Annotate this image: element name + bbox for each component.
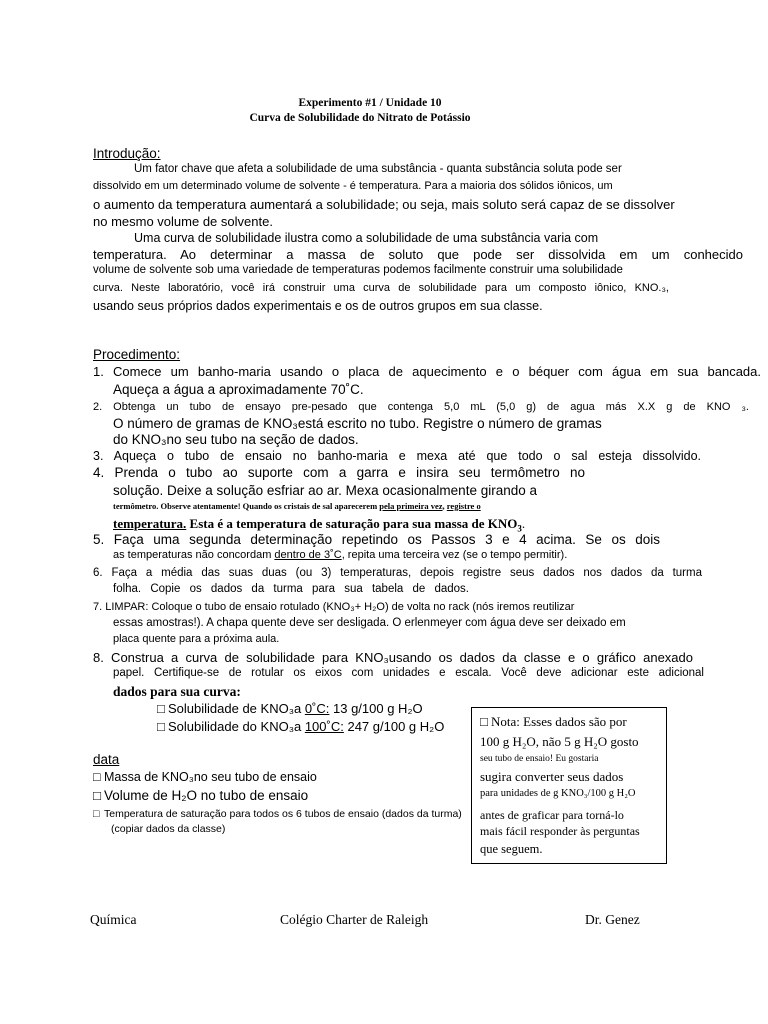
step-4-saturation-text: Esta é a temperatura de saturação para sua massa de KNO [186, 516, 518, 531]
step-4-record: registre o [446, 501, 481, 511]
step-2-line-2: O número de gramas de KNO₃está escrito no tubo. Registre o número de gramas [113, 416, 602, 431]
step-1-line-2: Aqueça a água a aproximadamente 70˚C. [113, 382, 364, 397]
data-item-1 [93, 770, 317, 784]
data-item-1-text: Massa de KNO₃no seu tubo de ensaio [104, 770, 317, 784]
step-7-line-2: essas amostras!). A chapa quente deve ser desligada. O erlenmeyer com água deve ser deixado em [113, 617, 626, 629]
step-4-line-2: solução. Deixe a solução esfriar ao ar. Mexa ocasionalmente girando a [113, 483, 537, 498]
solubility-100c [157, 719, 444, 734]
step-6-line-1: 6. Faça a média das suas duas (ou 3) temperaturas, depois registre seus dados nos dados da turma [93, 567, 702, 579]
solubility-100c-temp: 100˚C: [304, 719, 344, 734]
data-item-2 [93, 788, 308, 803]
intro-line-2: dissolvido em um determinado volume de solvente - é temperatura. Para a maioria dos sólidos iônicos, um [93, 180, 613, 192]
footer-subject: Química [90, 912, 137, 927]
solubility-0c-text: Solubilidade de KNO₃a [168, 701, 305, 716]
note-line-1 [480, 714, 627, 730]
box-bullet-icon: □ [157, 701, 165, 716]
note-line-7: mais fácil responder às perguntas [480, 824, 640, 838]
intro-heading: Introdução: [93, 146, 161, 161]
step-5-line-1: 5. Faça uma segunda determinação repetindo os Passos 3 e 4 acima. Se os dois [93, 532, 660, 547]
page-title: Experimento #1 / Unidade 10 [298, 97, 442, 109]
solubility-0c-value: 13 g/100 g H₂O [329, 701, 423, 716]
step-6-line-2: folha. Copie os dados da turma para sua tabela de dados. [113, 583, 469, 595]
intro-p2-line-4: curva. Neste laboratório, você irá construir uma curva de solubilidade para um composto iônico, KNO.₃, [93, 282, 669, 294]
solubility-0c-temp: 0˚C: [304, 701, 330, 716]
box-bullet-icon: □ [157, 719, 165, 734]
data-item-3-text: Temperatura de saturação para todos os 6 tubos de ensaio (dados da turma) [104, 808, 462, 820]
intro-p2-line-5: usando seus próprios dados experimentais e os de outros grupos em sua classe. [93, 299, 543, 313]
step-4-line-1: 4. Prenda o tubo ao suporte com a garra e insira seu termômetro no [93, 465, 585, 480]
note-line-8: que seguem. [480, 842, 543, 856]
step-1-line-1: 1. Comece um banho-maria usando o placa de aquecimento e o béquer com água em sua bancada. [93, 364, 761, 379]
box-bullet-icon: □ [93, 808, 100, 820]
data-heading: data [93, 752, 120, 767]
page-subtitle: Curva de Solubilidade do Nitrato de Potássio [249, 112, 471, 124]
intro-p2-line-3: volume de solvente sob uma variedade de temperaturas podemos facilmente construir uma solubilidade [93, 264, 623, 276]
box-bullet-icon: □ [93, 770, 101, 784]
step-5-within: dentro de 3˚C [274, 549, 342, 561]
step-8-line-2: papel. Certifique-se de rotular os eixos com unidades e escala. Você deve adicionar este adicional [113, 667, 704, 679]
step-4-subscript: 3 [517, 523, 522, 534]
box-bullet-icon: □ [480, 714, 488, 729]
intro-p2-line-1: Uma curva de solubilidade ilustra como a solubilidade de uma substância varia com [134, 231, 599, 245]
step-4-period: . [521, 516, 526, 531]
step-5-text-b: , repita uma terceira vez (se o tempo permitir). [341, 549, 568, 561]
note-line-6: antes de graficar para torná-lo [480, 808, 624, 822]
note-line-2: 100 g H₂O, não 5 g H₂O gosto [480, 734, 639, 749]
data-item-2-text: Volume de H₂O no tubo de ensaio [104, 788, 309, 803]
intro-p2-line-2: temperatura. Ao determinar a massa de soluto que pode ser dissolvida em um conhecido [93, 247, 743, 262]
data-item-3-sub: (copiar dados da classe) [111, 823, 226, 835]
step-4-line-3 [113, 501, 481, 511]
step-7-line-1: 7. LIMPAR: Coloque o tubo de ensaio rotulado (KNO₃+ H₂O) de volta no rack (nós iremos reutilizar [93, 601, 575, 613]
box-bullet-icon: □ [93, 788, 102, 803]
step-4-comma: , [442, 501, 447, 511]
step-2-line-3: do KNO₃no seu tubo na seção de dados. [113, 432, 359, 447]
step-4-temperature: temperatura. [113, 516, 187, 531]
note-line-5: para unidades de g KNO₃/100 g H₂O [480, 788, 636, 799]
solubility-100c-text: Solubilidade do KNO₃a [168, 719, 305, 734]
footer-teacher: Dr. Genez [585, 912, 640, 927]
step-4-line-4 [113, 516, 525, 534]
step-4-line-3-text: termômetro. Observe atentamente! Quando os cristais de sal aparecerem [113, 501, 380, 511]
procedure-heading: Procedimento: [93, 347, 181, 362]
step-3: 3. Aqueça o tubo de ensaio no banho-maria e mexa até que todo o sal esteja dissolvido. [93, 449, 701, 463]
intro-line-3: o aumento da temperatura aumentará a solubilidade; ou seja, mais soluto será capaz de se dissolver [93, 197, 675, 212]
step-2-line-1: 2. Obtenga un tubo de ensayo pre-pesado que contenga 5,0 mL (5,0 g) de agua más X.X g de KNO ₃. [93, 401, 749, 413]
footer-school: Colégio Charter de Raleigh [280, 912, 429, 927]
step-4-first-time: pela primeira vez [379, 501, 443, 511]
intro-line-1: Um fator chave que afeta a solubilidade de uma substância - quanta substância soluta pode ser [134, 163, 622, 175]
note-line-4: sugira converter seus dados [480, 769, 624, 784]
note-box [471, 707, 667, 864]
step-8-line-1: 8. Construa a curva de solubilidade para KNO₃usando os dados da classe e o gráfico anexado [93, 650, 693, 665]
step-5-line-2 [113, 549, 567, 561]
step-7-line-3: placa quente para a próxima aula. [113, 633, 280, 645]
note-line-1-text: Nota: Esses dados são por [491, 714, 627, 729]
step-8-line-3: dados para sua curva: [113, 684, 241, 699]
intro-line-4: no mesmo volume de solvente. [93, 214, 273, 229]
step-5-text-a: as temperaturas não concordam [113, 549, 275, 561]
solubility-0c [157, 701, 423, 716]
note-line-3: seu tubo de ensaio! Eu gostaria [480, 754, 599, 764]
data-item-3 [93, 808, 462, 820]
solubility-100c-value: 247 g/100 g H₂O [343, 719, 445, 734]
